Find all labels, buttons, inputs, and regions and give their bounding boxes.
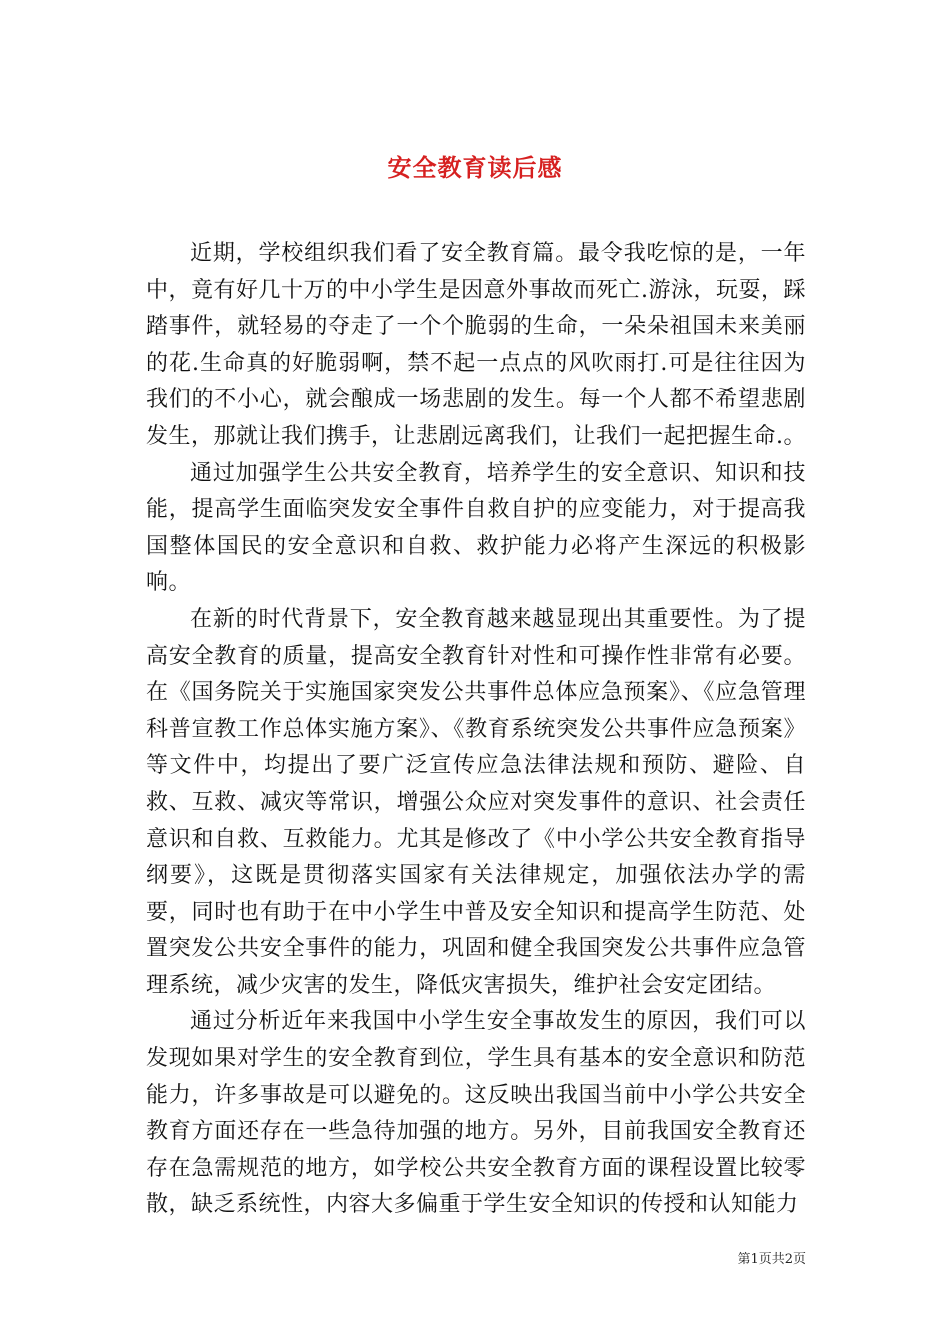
paragraph-4: 通过分析近年来我国中小学生安全事故发生的原因，我们可以发现如果对学生的安全教育到位，学生具有基本的安全意识和防范能力，许多事故是可以避免的。这反映出我国当前中小学公共安全教育方面还存在一些急待加强的地方。另外，目前我国安全教育还存在急需规范的地方，如学校公共安全教育方面的课程设置比较零散，缺乏系统性，内容大多偏重于学生安全知识的传授和认知能力 [146,1009,806,1218]
paragraph-3: 在新的时代背景下，安全教育越来越显现出其重要性。为了提高安全教育的质量，提高安全教育针对性和可操作性非常有必要。在《国务院关于实施国家突发公共事件总体应急预案》、《应急管理科普宣教工作总体实施方案》、《教育系统突发公共事件应急预案》等文件中，均提出了要广泛宣传应急法律法规和预防、避险、自救、互救、减灾等常识，增强公众应对突发事件的意识、社会责任意识和自救、互救能力。尤其是修改了《中小学公共安全教育指导纲要》，这既是贯彻落实国家有关法律规定，加强依法办学的需要，同时也有助于在中小学生中普及安全知识和提高学生防范、处置突发公共安全事件的能力，巩固和健全我国突发公共事件应急管理系统，减少灾害的发生，降低灾害损失，维护社会安定团结。 [146,606,806,998]
document-title: 安全教育读后感 [387,153,563,183]
paragraph-1: 近期，学校组织我们看了安全教育篇。最令我吃惊的是，一年中，竟有好几十万的中小学生是因意外事故而死亡.游泳，玩耍，踩踏事件，就轻易的夺走了一个个脆弱的生命，一朵朵祖国未来美丽的花.生命真的好脆弱啊，禁不起一点点的风吹雨打.可是往往因为我们的不小心，就会酿成一场悲剧的发生。每一个人都不希望悲剧发生，那就让我们携手，让悲剧远离我们，让我们一起把握生命.。 [146,241,806,449]
paragraph-2: 通过加强学生公共安全教育，培养学生的安全意识、知识和技能，提高学生面临突发安全事件自救自护的应变能力，对于提高我国整体国民的安全意识和自救、救护能力必将产生深远的积极影响。 [146,460,806,596]
page-number-footer: 第1页共2页 [737,1252,806,1267]
document-body [146,236,806,1224]
